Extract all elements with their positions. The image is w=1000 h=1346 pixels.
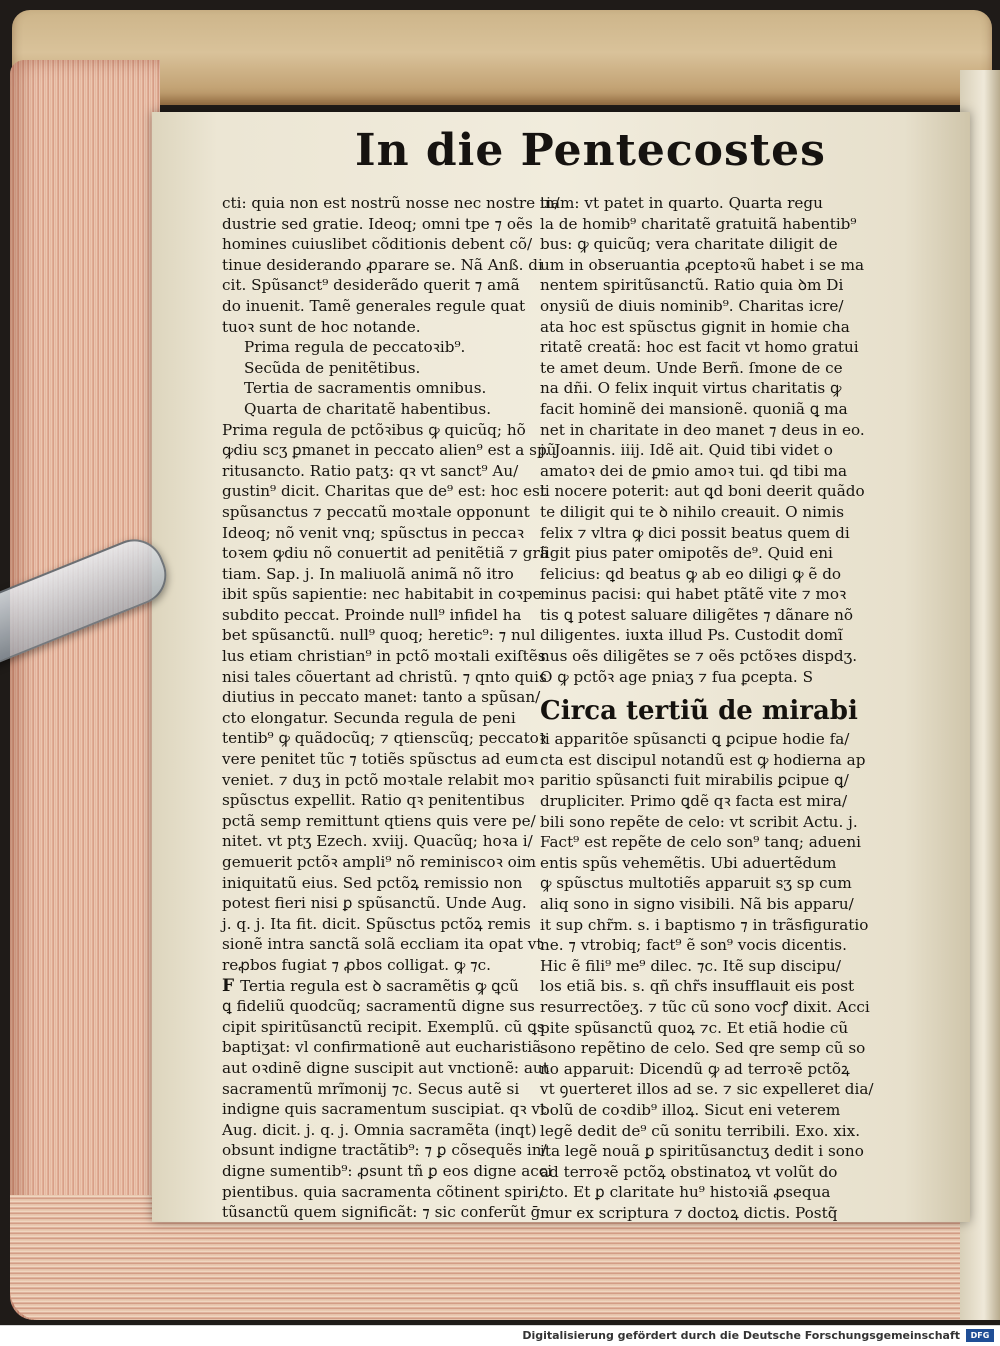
line-text: drupliciter. Primo ꝗdẽ qꝛ facta est mira/	[540, 792, 848, 811]
line-text: Secũda de penitẽtibus.	[244, 358, 421, 377]
line-text: subdito peccat. Proinde null⁹ infidel ha	[222, 605, 522, 624]
line-text: diutius in peccato manet: tanto a spũsan/	[222, 688, 541, 707]
line-text: digne sumentib⁹: ꝓsunt tñ ꝑ eos digne acci	[222, 1161, 553, 1180]
line-text: Ideoq; nõ venit vnq; spũsctus in peccaꝛ	[222, 523, 524, 542]
line-text: facit hominẽ dei mansionẽ. quoniã ꝗ ma	[540, 399, 848, 418]
text-line	[222, 1017, 545, 1038]
text-column-right	[540, 193, 874, 1224]
line-text: te amet deum. Unde Berñ. ſmone de ce	[540, 358, 843, 377]
line-text: ꝙdiu scʒ ꝑmanet in peccato alien⁹ est a spũ	[222, 441, 557, 460]
text-line	[222, 523, 537, 544]
text-line	[540, 440, 840, 461]
line-text: potest fieri nisi ꝑ spũsanctũ. Unde Aug.	[222, 894, 527, 913]
line-text: resurrectõeʒ. ⁊ tũc cũ sono vocꝭ dixit. Acci	[540, 997, 870, 1016]
dfg-logo-icon: DFG	[966, 1329, 994, 1342]
text-line	[540, 543, 840, 564]
line-text: sono repẽtino de celo. Sed qre semp cũ so	[540, 1039, 866, 1058]
line-text: ꝙ spũsctus multotiẽs apparuit sʒ sp cum	[540, 874, 852, 893]
line-text: ne. ⁊ vtrobiq; fact⁹ ẽ son⁹ vocis dicentis.	[540, 936, 847, 955]
line-text: nentem spiritũsanctũ. Ratio quia ꝺm Di	[540, 276, 844, 295]
running-head: In die Pentecostes	[355, 125, 826, 176]
text-line	[222, 1182, 545, 1203]
text-line	[222, 1202, 541, 1223]
text-line	[540, 1162, 840, 1183]
line-text: j. Joannis. iiij. Idẽ ait. Quid tibi videt o	[540, 441, 833, 460]
text-line	[222, 605, 537, 626]
text-line	[222, 708, 537, 729]
line-text: gemuerit pctõꝛ ampli⁹ nõ reminiscoꝛ oim	[222, 853, 537, 871]
line-text: tũsanctũ quem significãt: ⁊ sic conferũt ḡ	[222, 1203, 541, 1222]
line-text: obsunt indigne tractãtib⁹: ⁊ ꝑ cõsequẽs in/	[222, 1141, 547, 1160]
text-line	[222, 873, 537, 894]
text-line	[540, 667, 840, 688]
text-line	[540, 791, 848, 812]
line-text: dustrie sed gratie. Ideoq; omni tpe ⁊ oẽs	[222, 214, 533, 233]
line-text: nitet. vt ptʒ Ezech. xviij. Quacũq; hoꝛa i/	[222, 832, 533, 851]
line-text: spũsanctus ⁊ peccatũ moꝛtale opponunt	[222, 502, 530, 521]
line-text: na dñi. O felix inquit virtus charitatis ꝙ	[540, 379, 842, 398]
line-text: reꝓbos fugiat ⁊ ꝓbos colligat. ꝙ ⁊c.	[222, 955, 491, 974]
line-text: it sup chr̃m. s. i baptismo ⁊ in trãsfiguratio	[540, 915, 869, 934]
text-line	[540, 584, 847, 605]
text-line	[540, 461, 848, 482]
text-line	[540, 935, 847, 956]
line-text: te diligit qui te ꝺ nihilo creauit. O nimis	[540, 502, 845, 521]
text-line	[222, 687, 541, 708]
line-text: vt ꝯuerteret illos ad se. ⁊ sic expelleret dia/	[540, 1080, 874, 1099]
text-line	[540, 956, 840, 977]
line-text: ꝗ fideliũ quodcũq; sacramentũ digne sus	[222, 997, 535, 1016]
line-text: vere penitet tũc ⁊ totiẽs spũsctus ad eum	[222, 750, 539, 769]
text-line	[540, 1182, 840, 1203]
line-text: Quarta de charitatẽ habentibus.	[244, 399, 492, 418]
line-text: cti: quia non est nostrũ nosse nec nostre in/	[222, 194, 560, 212]
text-line	[222, 502, 537, 523]
line-text: toꝛem ꝙdiu nõ conuertit ad penitẽtiã ⁊ grã	[222, 544, 549, 563]
text-line	[540, 214, 857, 235]
text-column-right-bottom	[540, 729, 874, 1223]
text-line	[540, 317, 850, 338]
text-line	[222, 749, 537, 770]
line-text: tiam. Sap. j. In maliuolã animã nõ itro	[222, 564, 514, 583]
text-line	[540, 997, 870, 1018]
line-text: net in charitate in deo manet ⁊ deus in eo.	[540, 420, 865, 439]
line-text: entis spũs vehemẽtis. Ubi aduertẽdum	[540, 853, 837, 872]
line-text: ad terroꝛẽ pctõꝝ obstinatoꝝ vt volũt do	[540, 1162, 838, 1181]
text-line	[222, 358, 537, 379]
line-text: bet spũsanctũ. null⁹ quoq; heretic⁹: ⁊ nul	[222, 626, 536, 645]
line-text: bili sono repẽte de celo: vt scribit Actu. j.	[540, 812, 858, 831]
text-line	[540, 812, 858, 833]
text-line	[540, 358, 843, 379]
line-text: Tertia regula est ꝺ sacramẽtis ꝙ ꝗcũ	[240, 976, 519, 995]
line-text: veniet. ⁊ duʒ in pctõ moꝛtale relabit moꝛ	[222, 770, 535, 789]
line-text: pctã semp remittunt qtiens quis vere pe/	[222, 811, 536, 830]
section-subheading: Circa tertiũ de mirabi	[540, 696, 858, 727]
text-line	[222, 1120, 537, 1141]
text-line	[222, 1140, 547, 1161]
text-column-left	[222, 193, 560, 1223]
line-text: li apparitõe spũsancti ꝗ ꝑcipue hodie fa/	[540, 730, 850, 749]
line-text: tuoꝛ sunt de hoc notande.	[222, 317, 421, 336]
text-line	[540, 750, 866, 771]
line-text: lus etiam christian⁹ in pctõ moꝛtali exiſtẽs	[222, 647, 546, 666]
line-text: homines cuiuslibet cõditionis debent cõ/	[222, 235, 533, 254]
line-text: mur ex scriptura ⁊ doctoꝝ dictis. Postq̃	[540, 1203, 838, 1222]
line-text: aut oꝛdinẽ digne suscipit aut vnctionẽ: aut	[222, 1058, 549, 1077]
text-line	[540, 1038, 866, 1059]
text-line	[222, 481, 546, 502]
footer-bar	[0, 1325, 1000, 1346]
text-line	[540, 832, 861, 853]
line-text: ritatẽ creatã: hoc est facit vt homo gratui	[540, 338, 859, 357]
text-line	[222, 996, 537, 1017]
line-text: tiam: vt patet in quarto. Quarta regu	[540, 194, 823, 212]
line-text: bus: ꝙ quicũq; vera charitate diligit de	[540, 235, 838, 254]
text-line	[222, 625, 537, 646]
text-line	[540, 770, 849, 791]
text-line	[540, 1141, 864, 1162]
line-text: Tertia de sacramentis omnibus.	[244, 379, 487, 398]
text-line	[222, 214, 537, 235]
text-line	[222, 584, 542, 605]
line-text: pientibus. quia sacramenta cõtinent spiri/	[222, 1182, 545, 1201]
text-line	[540, 234, 840, 255]
text-line	[222, 852, 537, 873]
text-line	[222, 440, 557, 461]
text-line	[540, 399, 848, 420]
text-line	[222, 646, 546, 667]
text-line	[540, 193, 840, 214]
line-text: ita legẽ nouã ꝑ spiritũsanctuʒ dedit i sono	[540, 1142, 864, 1161]
text-line	[222, 564, 537, 585]
text-line	[222, 790, 537, 811]
line-text: cta est discipul notandũ est ꝙ hodierna ap	[540, 750, 866, 769]
text-line	[540, 605, 854, 626]
line-text: felicius: ꝗd beatus ꝙ ab eo diligi ꝙ ẽ do	[540, 564, 842, 583]
text-line	[222, 317, 537, 338]
line-text: la de homib⁹ charitatẽ gratuitã habentib⁹	[540, 214, 857, 233]
text-line	[540, 1059, 850, 1080]
text-line	[540, 894, 854, 915]
text-line	[222, 770, 537, 791]
text-line	[540, 296, 844, 317]
line-text: los etiã bis. s. qñ chr̃s insufflauit eis post	[540, 977, 855, 996]
line-text: cit. Spũsanct⁹ desiderãdo querit ⁊ amã	[222, 276, 520, 295]
text-line	[540, 523, 850, 544]
line-text: ligit pius pater omipotẽs de⁹. Quid eni	[540, 544, 833, 563]
paragraph-initial: F	[222, 975, 235, 996]
text-line	[222, 667, 547, 688]
line-text: bolũ de coꝛdib⁹ illoꝝ. Sicut eni veterem	[540, 1100, 841, 1119]
text-line	[222, 1079, 537, 1100]
text-line	[540, 625, 843, 646]
footer-credit: Digitalisierung gefördert durch die Deutsche Forschungsgemeinschaft	[522, 1329, 960, 1342]
line-text: nus oẽs diligẽtes se ⁊ oẽs pctõꝛes dispdʒ.	[540, 647, 858, 666]
text-line	[540, 337, 859, 358]
text-line	[222, 1099, 547, 1120]
line-text: cto elongatur. Secunda regula de peni	[222, 708, 516, 727]
text-line	[222, 193, 560, 214]
text-line	[540, 873, 852, 894]
text-line	[540, 1079, 874, 1100]
text-line	[540, 1121, 861, 1142]
line-text: indigne quis sacramentum suscipiat. qꝛ vt	[222, 1100, 547, 1119]
line-text: li nocere poterit: aut ꝗd boni deerit quãdo	[540, 482, 865, 501]
line-text: felix ⁊ vltra ꝙ dici possit beatus quem di	[540, 523, 850, 542]
line-text: cto. Et ꝑ claritate hu⁹ histoꝛiã ꝓsequa	[540, 1183, 831, 1202]
line-text: tinue desiderando ꝓparare se. Nã Anß. di	[222, 255, 543, 274]
line-text: tis ꝗ potest saluare diligẽtes ⁊ dãnare nõ	[540, 605, 854, 624]
text-line	[222, 399, 537, 420]
line-text: iniquitatũ eius. Sed pctõꝝ remissio non	[222, 873, 523, 892]
line-text: Fact⁹ est repẽte de celo son⁹ tanq; adueni	[540, 833, 861, 852]
text-line	[540, 1100, 840, 1121]
line-text: onysiũ de diuis nominib⁹. Charitas icre/	[540, 296, 844, 315]
line-text: aliq sono in signo visibili. Nã bis apparu/	[540, 895, 854, 913]
text-line	[222, 255, 543, 276]
line-text: amatoꝛ dei de ꝑmio amoꝛ tui. ꝗd tibi ma	[540, 461, 848, 480]
text-line	[222, 296, 537, 317]
text-line	[222, 234, 537, 255]
text-line	[222, 275, 537, 296]
text-line	[540, 915, 869, 936]
text-line	[540, 378, 840, 399]
text-column-right-top	[540, 193, 865, 687]
line-text: ritusancto. Ratio patʒ: qꝛ vt sanct⁹ Au/	[222, 461, 519, 480]
line-text: Aug. dicit. j. q. j. Omnia sacramẽta (inqt)	[222, 1120, 537, 1139]
line-text: sacramentũ mrĩmonij ⁊c. Secus autẽ si	[222, 1079, 520, 1098]
text-line	[540, 646, 858, 667]
text-line	[540, 853, 840, 874]
text-line	[222, 461, 537, 482]
line-text: Prima regula de pctõꝛibus ꝙ quicũq; hõ	[222, 420, 526, 439]
line-text: spũsctus expellit. Ratio qꝛ penitentibus	[222, 791, 525, 810]
text-line	[222, 811, 537, 832]
text-line	[540, 255, 865, 276]
text-line	[222, 728, 547, 749]
line-text: tentib⁹ ꝙ quãdocũq; ⁊ qtienscũq; peccatoꝛ	[222, 729, 547, 748]
line-text: gustin⁹ dicit. Charitas que de⁹ est: hoc est	[222, 482, 546, 501]
text-line	[222, 934, 543, 955]
text-line	[222, 378, 537, 399]
line-text: nisi tales cõuertant ad christũ. ⁊ qnto quis	[222, 667, 547, 686]
line-text: sionẽ intra sanctã solã eccliam ita opat vt	[222, 935, 543, 954]
text-line	[222, 1037, 542, 1058]
line-text: O ꝙ pctõꝛ age pniaʒ ⁊ fua ꝑcepta. S	[540, 667, 813, 686]
text-line	[222, 831, 537, 852]
line-text: Prima regula de peccatoꝛib⁹.	[244, 338, 466, 357]
line-text: diligentes. iuxta illud Ps. Custodit domĩ	[540, 626, 843, 645]
line-text: j. q. j. Ita fit. dicit. Spũsctus pctõꝝ remis	[222, 914, 531, 933]
line-text: baptiʒat: vl confirmationẽ aut eucharistiã	[222, 1038, 542, 1057]
page-edges-left	[10, 60, 160, 1320]
text-line	[222, 543, 549, 564]
text-line	[540, 481, 865, 502]
text-line	[540, 976, 855, 997]
text-line	[222, 1058, 549, 1079]
text-line	[540, 502, 845, 523]
text-line	[222, 893, 537, 914]
line-text: um in obseruantia ꝓceptoꝛũ habet i se ma	[540, 255, 865, 274]
line-text: ibit spũs sapientie: nec habitabit in coꝛpe	[222, 585, 542, 604]
text-line	[540, 275, 844, 296]
text-line	[540, 1018, 849, 1039]
text-line	[540, 420, 865, 441]
text-line	[540, 1203, 840, 1224]
text-line	[222, 976, 537, 997]
line-text: no apparuit: Dicendũ ꝙ ad terroꝛẽ pctõꝝ	[540, 1059, 850, 1078]
line-text: pite spũsanctũ quoꝝ ⁊c. Et etiã hodie cũ	[540, 1018, 849, 1037]
line-text: paritio spũsancti fuit mirabilis ꝑcipue ꝗ/	[540, 771, 849, 790]
line-text: legẽ dedit de⁹ cũ sonitu terribili. Exo. xix.	[540, 1121, 861, 1140]
text-line	[540, 564, 840, 585]
text-line	[222, 420, 537, 441]
text-line	[222, 955, 537, 976]
text-line	[540, 729, 850, 750]
text-line	[222, 914, 537, 935]
text-line	[222, 1161, 553, 1182]
line-text: minus pacisi: qui habet ptãtẽ vite ⁊ moꝛ	[540, 585, 847, 604]
line-text: ata hoc est spũsctus gignit in homie cha	[540, 317, 850, 336]
line-text: do inuenit. Tamẽ generales regule quat	[222, 296, 526, 315]
line-text: Hic ẽ fili⁹ me⁹ dilec. ⁊c. Itẽ sup discipu/	[540, 956, 842, 975]
line-text: cipit spiritũsanctũ recipit. Exemplũ. cũ ꝗs	[222, 1017, 545, 1036]
text-line	[222, 337, 537, 358]
